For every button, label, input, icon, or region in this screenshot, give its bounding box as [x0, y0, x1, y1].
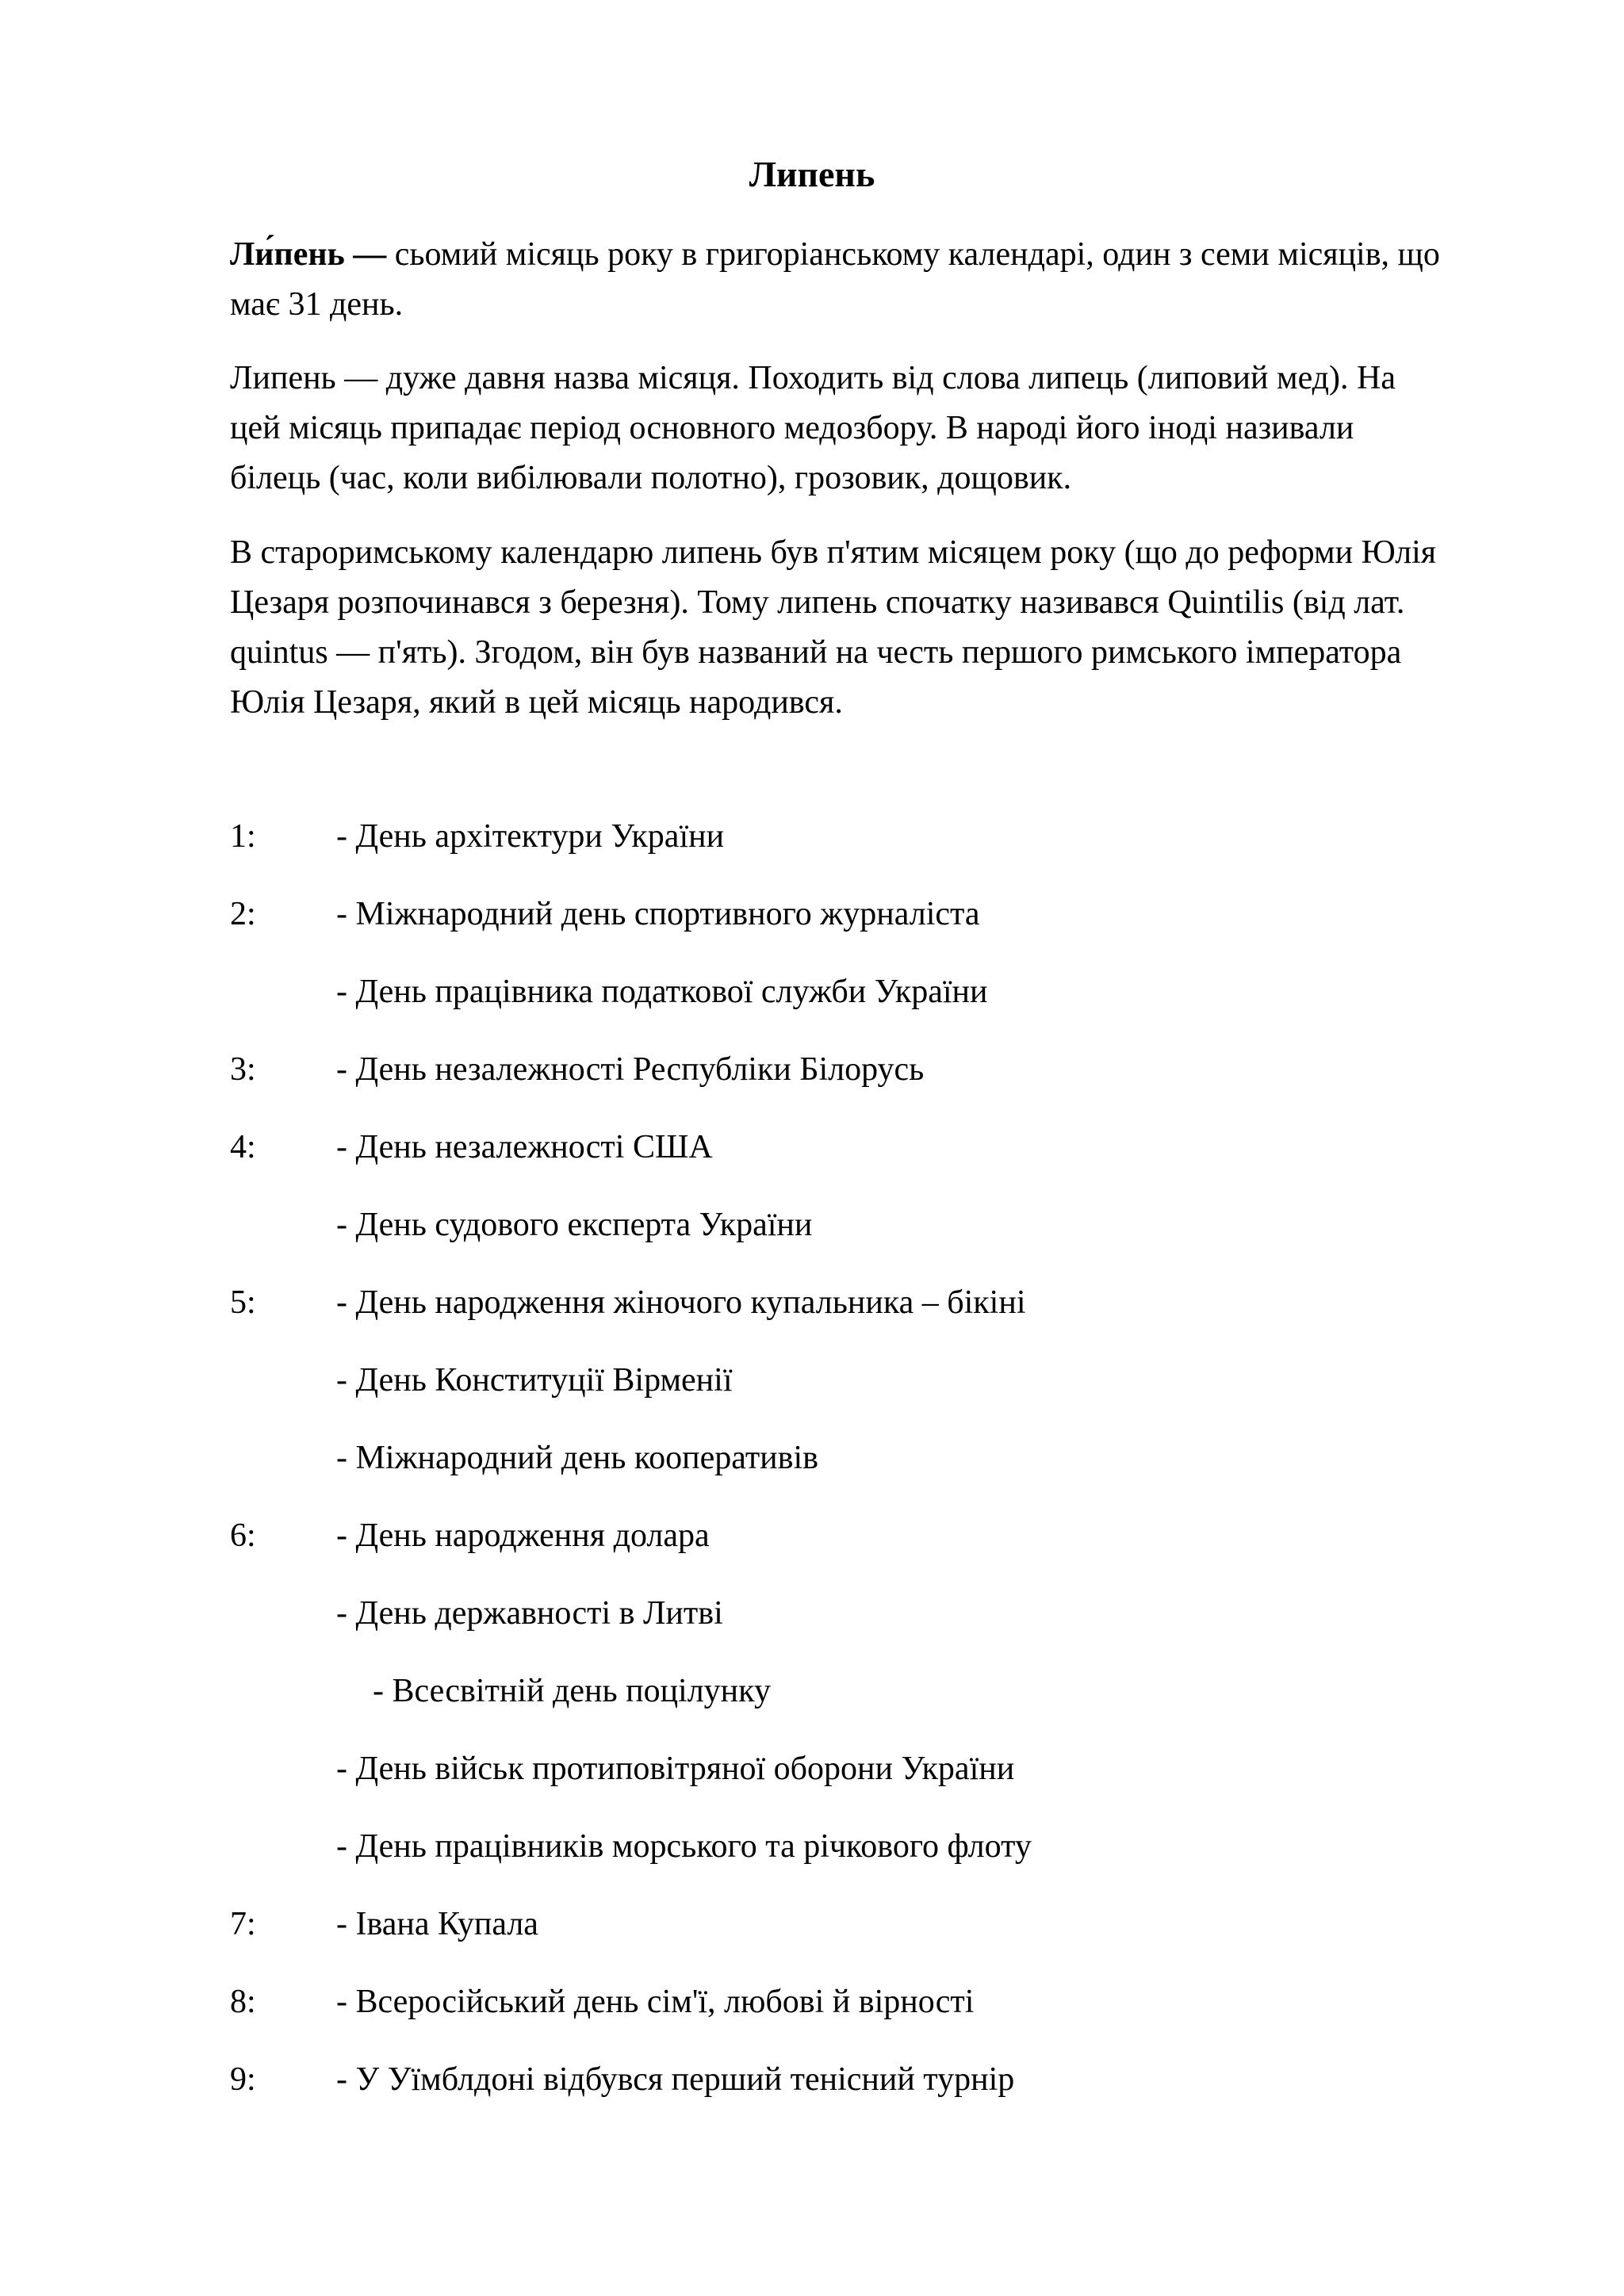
event-row	[0, 1978, 1624, 2056]
etymology-paragraph: Липень — дуже давня назва місяця. Походить від слова липець (липовий мед). На цей місяць припадає період основного медозбору. В народі його іноді називали білець (час, коли вибілювали полотно), грозовик, дощовик.	[230, 360, 1396, 496]
event-row	[0, 1900, 1624, 1978]
event-day: 8:	[230, 1984, 256, 2020]
event-day: 2:	[230, 896, 256, 932]
event-row	[0, 1590, 1624, 1667]
event-text: - Міжнародний день спортивного журналіста	[336, 896, 980, 932]
event-text: - Міжнародний день кооперативів	[336, 1440, 818, 1476]
event-text: - День державності в Литві	[336, 1595, 723, 1632]
event-text: - День незалежності Республіки Білорусь	[336, 1051, 925, 1088]
event-row	[0, 1823, 1624, 1900]
event-day: 4:	[230, 1129, 256, 1165]
event-row	[0, 813, 1624, 890]
event-text: - День народження жіночого купальника – бікіні	[336, 1284, 1026, 1321]
event-text: - У Уїмблдоні відбувся перший тенісний турнір	[336, 2061, 1015, 2098]
events-list	[0, 813, 1624, 2133]
event-text: - День працівників морського та річкового флоту	[336, 1828, 1032, 1865]
event-day: 3:	[230, 1051, 256, 1088]
event-row	[0, 1357, 1624, 1434]
event-row	[0, 1434, 1624, 1512]
event-text: - Всеросійський день сім'ї, любові й вірності	[336, 1984, 975, 2020]
event-row	[0, 1512, 1624, 1590]
event-text: - День архітектури України	[336, 818, 725, 855]
event-text: - День народження долара	[336, 1517, 710, 1554]
event-row	[0, 890, 1624, 968]
event-day: 7:	[230, 1906, 256, 1942]
event-row	[0, 968, 1624, 1046]
event-text: - День працівника податкової служби України	[336, 974, 988, 1010]
intro-text: сьомий місяць року в григоріанському календарі, один з семи місяців, що має 31 день.	[230, 236, 1440, 323]
event-row	[0, 1279, 1624, 1357]
event-row	[0, 1123, 1624, 1201]
event-text: - День військ протиповітряної оборони України	[336, 1751, 1015, 1787]
event-text: - День судового експерта України	[336, 1207, 813, 1243]
event-day: 5:	[230, 1284, 256, 1321]
event-day: 6:	[230, 1517, 256, 1554]
event-text: - Івана Купала	[336, 1906, 538, 1942]
intro-paragraph	[230, 230, 1451, 330]
event-row	[0, 1201, 1624, 1279]
event-day: 9:	[230, 2061, 256, 2098]
event-day: 1:	[230, 818, 256, 855]
event-row	[0, 1745, 1624, 1823]
event-row	[0, 2056, 1624, 2133]
event-text: - День Конституції Вірменії	[336, 1362, 733, 1399]
intro-term: Ли́пень —	[230, 236, 387, 273]
event-text: - Всесвітній день поцілунку	[373, 1673, 771, 1709]
event-row	[0, 1046, 1624, 1123]
event-row	[0, 1667, 1624, 1745]
page-title: Липень	[749, 154, 875, 194]
history-paragraph: В староримському календарю липень був п'ятим місяцем року (що до реформи Юлія Цезаря розпочинався з березня). Тому липень спочатку називався Quintilis (від лат. quintus — п'ять). Згодом, він був названий на честь першого римського імператора Юлія Цезаря, який в цей місяць народився.	[230, 534, 1437, 721]
event-text: - День незалежності США	[336, 1129, 713, 1165]
